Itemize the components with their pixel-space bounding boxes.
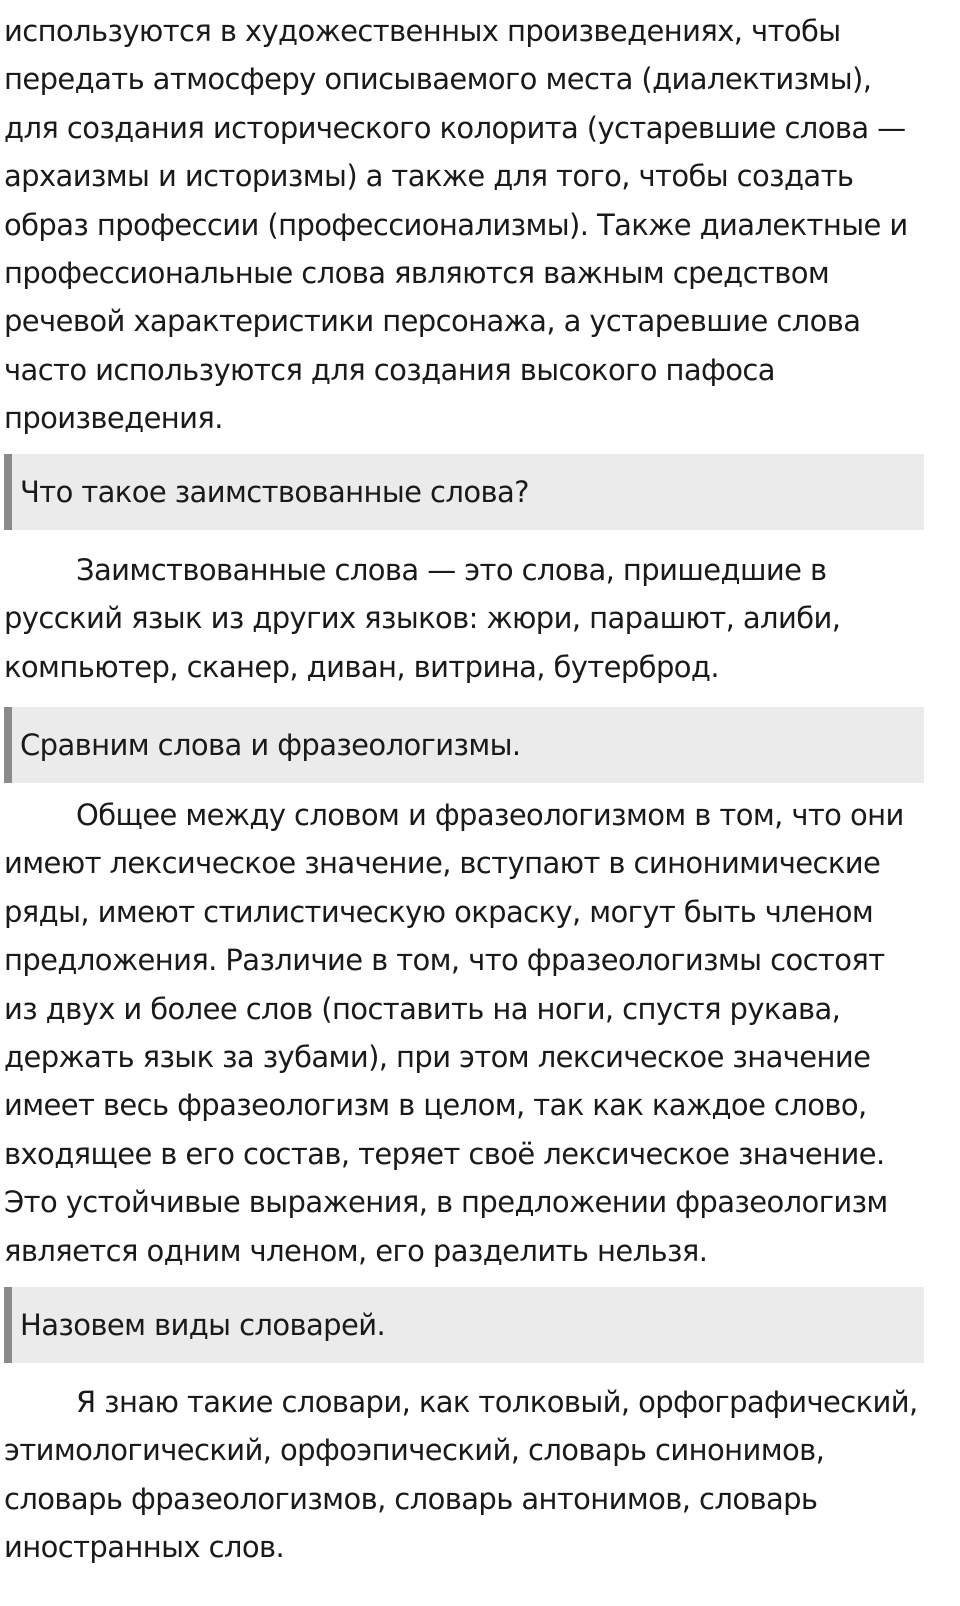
- question-heading-dictionary-types: Назовем виды словарей.: [4, 1287, 924, 1363]
- text-line: архаизмы и историзмы) а также для того, чтобы создать: [4, 159, 854, 194]
- text-line: из двух и более слов (поставить на ноги, спустя рукава,: [4, 991, 841, 1026]
- text-line: Общее между словом и фразеологизмом в том, что они: [76, 798, 904, 832]
- text-line: ряды, имеют стилистическую окраску, могут быть членом: [4, 894, 874, 929]
- text-line: для создания исторического колорита (устаревшие слова —: [4, 110, 906, 145]
- text-line: передать атмосферу описываемого места (диалектизмы),: [4, 62, 872, 97]
- text-line: речевой характеристики персонажа, а устаревшие слова: [4, 304, 861, 339]
- text-line: иностранных слов.: [4, 1530, 285, 1565]
- text-line: этимологический, орфоэпический, словарь синонимов,: [4, 1433, 825, 1468]
- text-line: Это устойчивые выражения, в предложении фразеологизм: [4, 1185, 888, 1220]
- text-line: Я знаю такие словари, как толковый, орфографический,: [76, 1385, 918, 1419]
- text-line: словарь фразеологизмов, словарь антонимов, словарь: [4, 1481, 818, 1516]
- text-line: используются в художественных произведениях, чтобы: [4, 14, 841, 48]
- intro-paragraph: [0, 7, 918, 443]
- text-line: предложения. Различие в том, что фразеологизмы состоят: [4, 943, 885, 978]
- text-line: компьютер, сканер, диван, витрина, бутерброд.: [4, 649, 719, 684]
- answer-paragraph-borrowed-words: [0, 546, 850, 691]
- text-line: русский язык из других языков: жюри, парашют, алиби,: [4, 601, 841, 636]
- question-heading-borrowed-words: Что такое заимствованные слова?: [4, 454, 924, 530]
- question-heading-words-and-idioms: Сравним слова и фразеологизмы.: [4, 707, 924, 783]
- text-line: образ профессии (профессионализмы). Также диалектные и: [4, 207, 908, 242]
- text-line: держать язык за зубами), при этом лексическое значение: [4, 1039, 871, 1074]
- text-line: произведения.: [4, 401, 223, 436]
- answer-paragraph-words-and-idioms: [0, 791, 914, 1275]
- text-line: имеет весь фразеологизм в целом, так как каждое слово,: [4, 1088, 867, 1123]
- text-line: входящее в его состав, теряет своё лексическое значение.: [4, 1136, 885, 1171]
- text-line: часто используются для создания высокого пафоса: [4, 352, 775, 387]
- text-line: имеют лексическое значение, вступают в синонимические: [4, 846, 881, 881]
- text-line: является одним членом, его разделить нельзя.: [4, 1233, 708, 1268]
- text-line: профессиональные слова являются важным средством: [4, 255, 830, 290]
- text-line: Заимствованные слова — это слова, пришедшие в: [76, 553, 827, 587]
- answer-paragraph-dictionary-types: [0, 1378, 928, 1572]
